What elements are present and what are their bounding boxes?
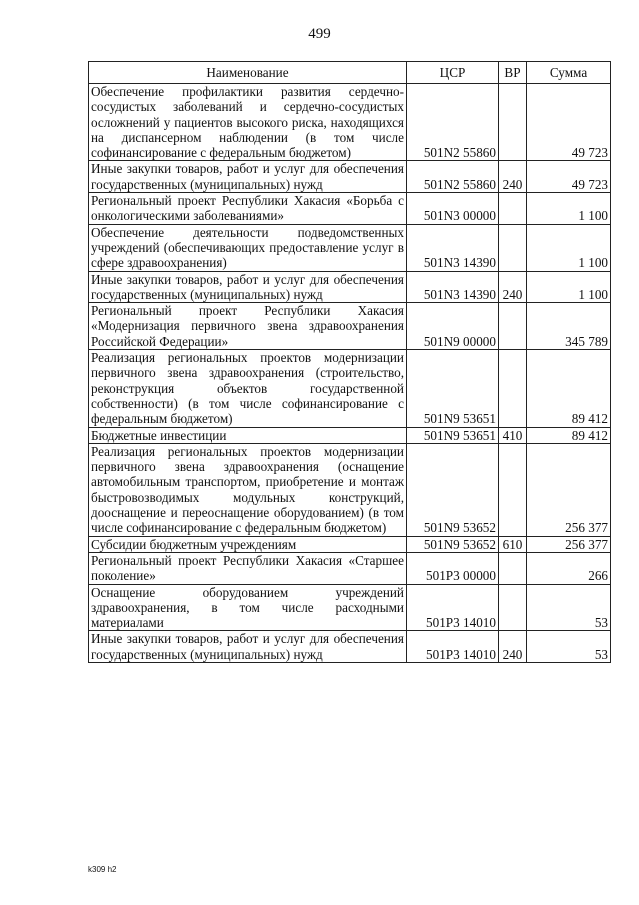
row-name: Иные закупки товаров, работ и услуг для обеспечения государственных (муниципальных) нужд (89, 271, 407, 303)
table-row (89, 427, 611, 443)
row-name: Региональный проект Республики Хакасия «Борьба с онкологическими заболеваниями» (89, 193, 407, 225)
row-name: Региональный проект Республики Хакасия «Модернизация первичного звена здравоохранения Российской Федерации» (89, 303, 407, 350)
row-name: Реализация региональных проектов модернизации первичного звена здравоохранения (строительство, реконструкция объектов государственной собственности) (в том числе софинансирование с федеральным бюджетом) (89, 350, 407, 427)
row-csr: 501N9 53651 (407, 427, 499, 443)
table-row (89, 84, 611, 161)
table-row (89, 350, 611, 427)
row-name: Региональный проект Республики Хакасия «Старшее поколение» (89, 552, 407, 584)
table-row (89, 631, 611, 663)
header-sum: Сумма (527, 62, 611, 84)
header-csr: ЦСР (407, 62, 499, 84)
row-name: Иные закупки товаров, работ и услуг для обеспечения государственных (муниципальных) нужд (89, 631, 407, 663)
table-row (89, 584, 611, 631)
budget-table (88, 61, 611, 663)
row-csr: 501N3 00000 (407, 193, 499, 225)
table-row (89, 443, 611, 536)
row-sum: 53 (527, 584, 611, 631)
row-vr (499, 224, 527, 271)
row-csr: 501N2 55860 (407, 161, 499, 193)
table-header-row (89, 62, 611, 84)
row-sum: 49 723 (527, 84, 611, 161)
row-sum: 89 412 (527, 427, 611, 443)
row-sum: 266 (527, 552, 611, 584)
page-number: 499 (308, 26, 331, 42)
row-csr: 501N9 53651 (407, 350, 499, 427)
table-row (89, 303, 611, 350)
row-vr: 410 (499, 427, 527, 443)
row-vr (499, 552, 527, 584)
row-vr (499, 350, 527, 427)
row-csr: 501N9 53652 (407, 443, 499, 536)
row-name: Обеспечение профилактики развития сердечно-сосудистых заболеваний и сердечно-сосудистых осложнений у пациентов высокого риска, находящихся на диспансерном наблюдении (в том числе софинансирование с федеральным бюджетом) (89, 84, 407, 161)
table-row (89, 271, 611, 303)
row-sum: 256 377 (527, 536, 611, 552)
row-vr (499, 84, 527, 161)
table-row (89, 193, 611, 225)
row-name: Бюджетные инвестиции (89, 427, 407, 443)
row-name: Иные закупки товаров, работ и услуг для обеспечения государственных (муниципальных) нужд (89, 161, 407, 193)
row-sum: 1 100 (527, 224, 611, 271)
table-row (89, 224, 611, 271)
row-vr (499, 584, 527, 631)
header-vr: ВР (499, 62, 527, 84)
row-vr: 240 (499, 271, 527, 303)
row-sum: 53 (527, 631, 611, 663)
row-sum: 49 723 (527, 161, 611, 193)
row-csr: 501P3 00000 (407, 552, 499, 584)
row-csr: 501N9 00000 (407, 303, 499, 350)
row-sum: 256 377 (527, 443, 611, 536)
table-row (89, 552, 611, 584)
row-sum: 1 100 (527, 193, 611, 225)
row-name: Обеспечение деятельности подведомственных учреждений (обеспечивающих предоставление услуг в сфере здравоохранения) (89, 224, 407, 271)
row-csr: 501P3 14010 (407, 584, 499, 631)
row-csr: 501N3 14390 (407, 224, 499, 271)
document-code: k309 h2 (88, 865, 117, 874)
row-csr: 501N3 14390 (407, 271, 499, 303)
row-vr (499, 443, 527, 536)
row-name: Оснащение оборудованием учреждений здравоохранения, в том числе расходными материалами (89, 584, 407, 631)
row-vr: 240 (499, 631, 527, 663)
row-vr: 240 (499, 161, 527, 193)
row-csr: 501N2 55860 (407, 84, 499, 161)
row-vr (499, 193, 527, 225)
row-name: Реализация региональных проектов модернизации первичного звена здравоохранения (оснащение автомобильным транспортом, приобретение и монтаж быстровозводимых модульных конструкций, дооснащение и переоснащение оборудованием) (в том числе софинансирование с федеральным бюджетом) (89, 443, 407, 536)
row-name: Субсидии бюджетным учреждениям (89, 536, 407, 552)
row-vr (499, 303, 527, 350)
header-name: Наименование (89, 62, 407, 84)
row-csr: 501N9 53652 (407, 536, 499, 552)
table-row (89, 161, 611, 193)
row-sum: 1 100 (527, 271, 611, 303)
row-vr: 610 (499, 536, 527, 552)
table-row (89, 536, 611, 552)
row-sum: 89 412 (527, 350, 611, 427)
row-sum: 345 789 (527, 303, 611, 350)
row-csr: 501P3 14010 (407, 631, 499, 663)
